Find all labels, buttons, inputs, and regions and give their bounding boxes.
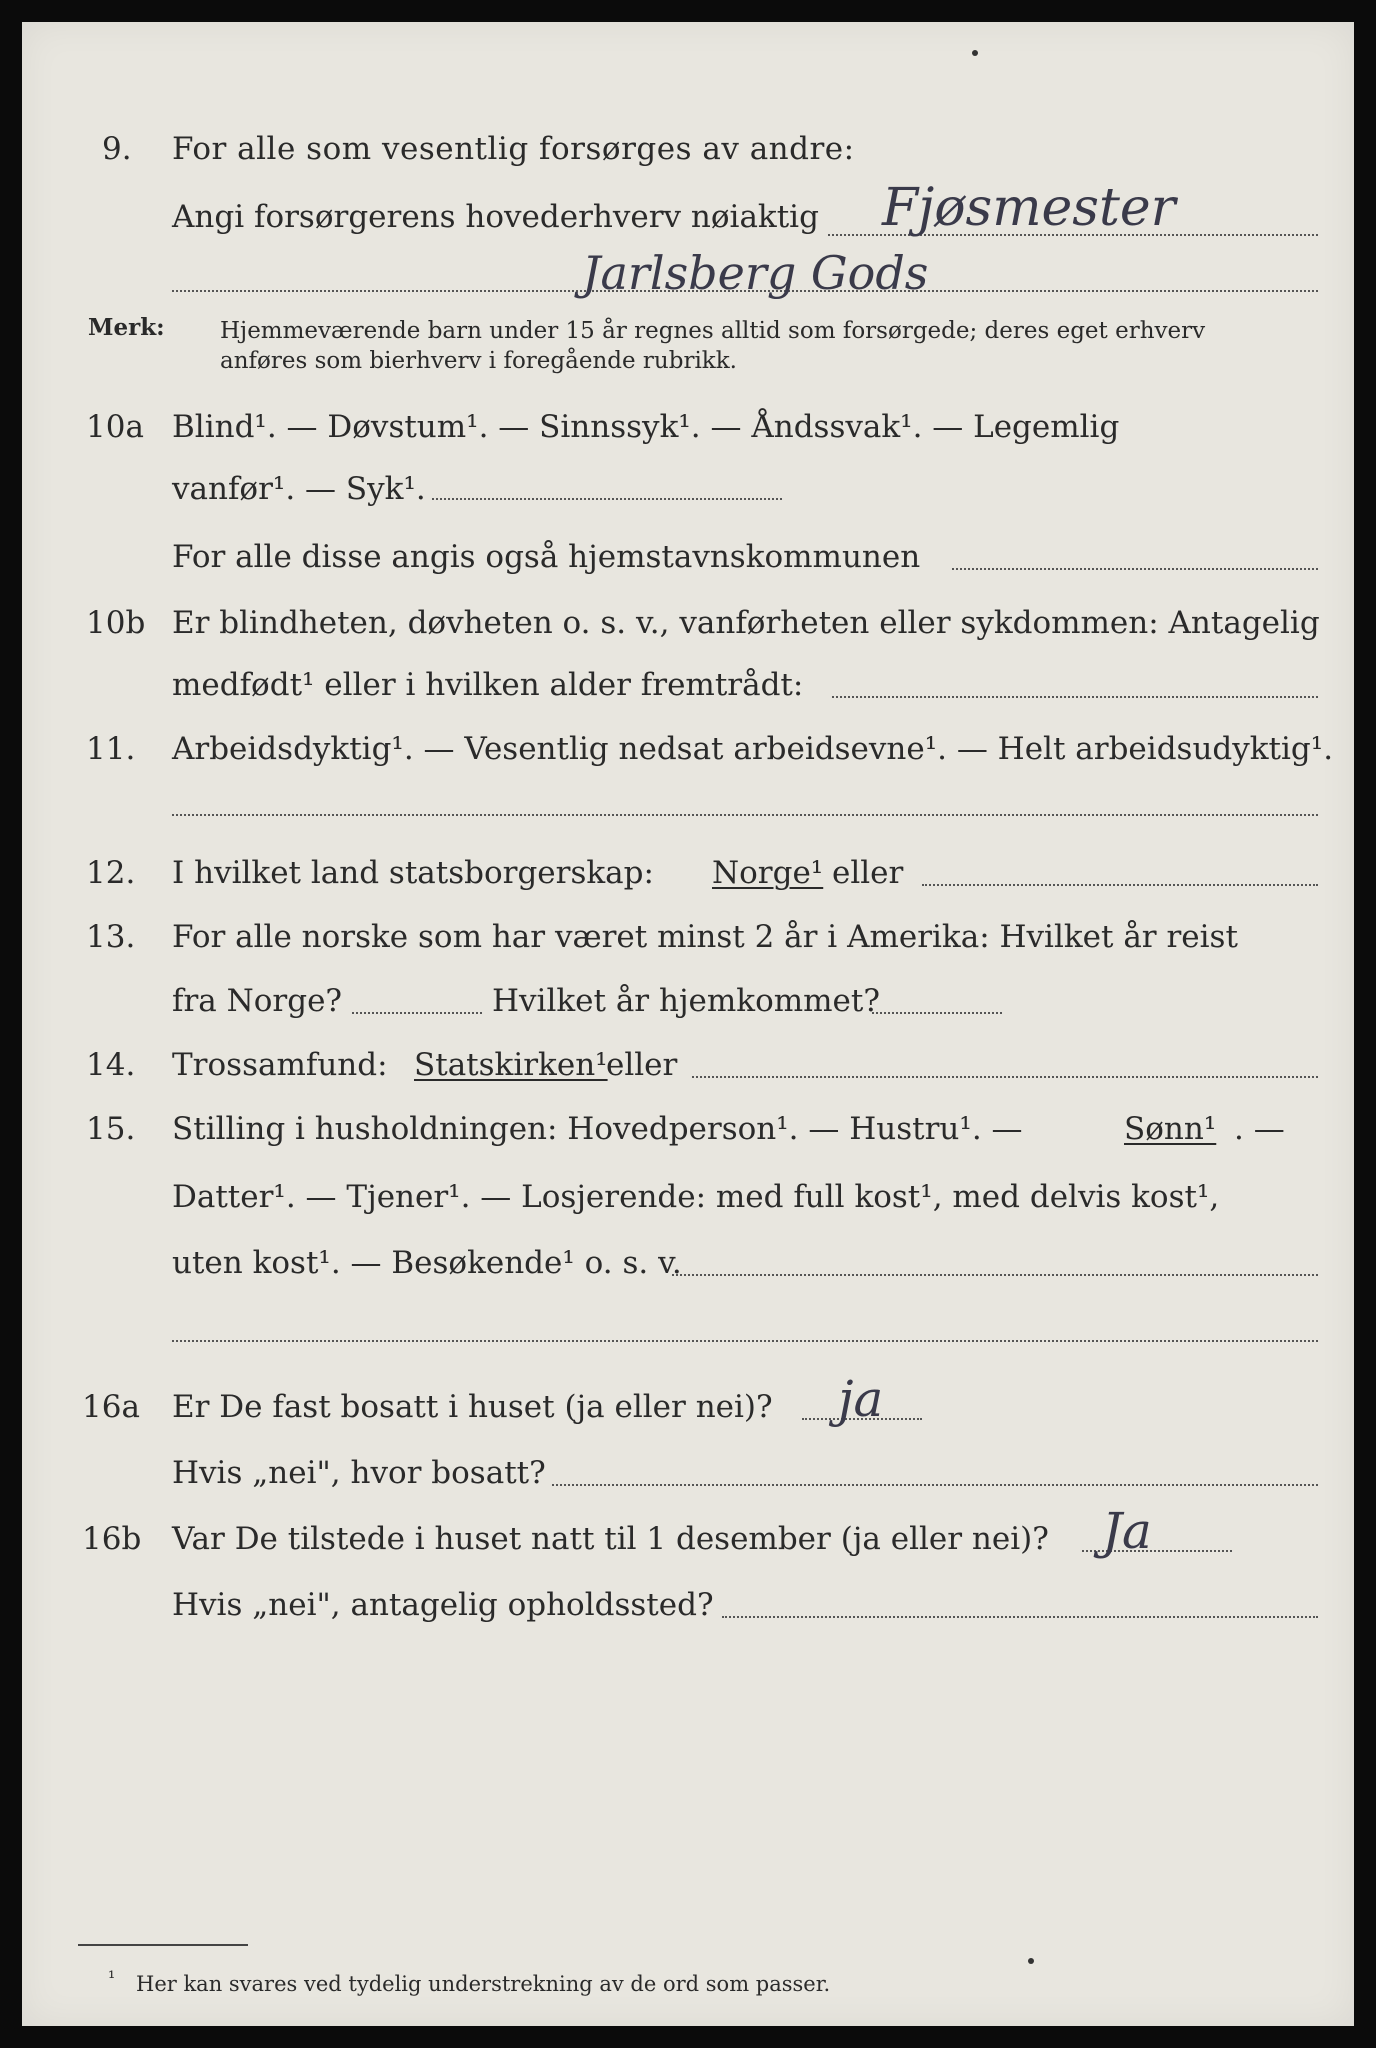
q10a-number: 10a xyxy=(86,409,144,445)
q16b-handwritten-answer: Ja xyxy=(1102,1502,1152,1560)
q13-return-line xyxy=(872,1012,1002,1014)
q9-handwritten-employer: Jarlsberg Gods xyxy=(582,246,929,300)
q10b-line2: medfødt¹ eller i hvilken alder fremtrådt: xyxy=(172,667,804,703)
q11-number: 11. xyxy=(86,731,136,767)
q15-line1a: Stilling i husholdningen: Hovedperson¹. — Hustru¹. — xyxy=(172,1111,1023,1147)
merk-line1: Hjemmeværende barn under 15 år regnes alltid som forsørgede; deres eget erhverv xyxy=(220,318,1206,344)
footnote-text: Her kan svares ved tydelig understrekning av de ord som passer. xyxy=(136,1972,831,1996)
q14-number: 14. xyxy=(86,1047,136,1083)
q10a-line2: vanfør¹. — Syk¹. xyxy=(172,471,426,507)
q14-prefix: Trossamfund: xyxy=(172,1047,388,1083)
q14-suffix: eller xyxy=(606,1047,678,1083)
q16a-handwritten-answer: ja xyxy=(838,1370,884,1428)
q11-line1: Arbeidsdyktig¹. — Vesentlig nedsat arbeidsevne¹. — Helt arbeidsudyktig¹. xyxy=(172,731,1334,767)
merk-label: Merk: xyxy=(88,314,165,341)
q16a-residence-line xyxy=(552,1484,1318,1486)
q16a-line2: Hvis „nei", hvor bosatt? xyxy=(172,1455,546,1491)
q10a-line3: For alle disse angis også hjemstavnskommunen xyxy=(172,539,921,575)
q15-line2: Datter¹. — Tjener¹. — Losjerende: med full kost¹, med delvis kost¹, xyxy=(172,1179,1220,1215)
q10b-answer-line xyxy=(832,696,1318,698)
census-form-page xyxy=(22,22,1354,2026)
paper-speck xyxy=(1028,1958,1034,1964)
q9-handwritten-occupation: Fjøsmester xyxy=(882,178,1176,238)
merk-line2: anføres som bierhverv i foregående rubrikk. xyxy=(220,348,737,374)
q12-answer-line xyxy=(922,884,1318,886)
q13-departure-line xyxy=(352,1012,482,1014)
q12-prefix: I hvilket land statsborgerskap: xyxy=(172,855,654,891)
q15-number: 15. xyxy=(86,1111,136,1147)
q12-number: 12. xyxy=(86,855,136,891)
footnote-rule xyxy=(78,1944,248,1946)
q10b-number: 10b xyxy=(86,605,146,641)
q12-underlined-norge: Norge¹ xyxy=(712,855,824,891)
q12-suffix: eller xyxy=(832,855,904,891)
q9-number: 9. xyxy=(102,131,132,167)
q15-underlined-sonn: Sønn¹ xyxy=(1124,1111,1217,1147)
q10a-line1: Blind¹. — Døvstum¹. — Sinnssyk¹. — Åndssvak¹. — Legemlig xyxy=(172,409,1120,445)
q13-number: 13. xyxy=(86,919,136,955)
q11-answer-line xyxy=(172,814,1318,816)
q15-answer-line1 xyxy=(672,1274,1318,1276)
q15-answer-line2 xyxy=(172,1340,1318,1342)
q10a-answer-line xyxy=(432,498,782,500)
q16a-number: 16a xyxy=(82,1389,140,1425)
paper-speck xyxy=(972,50,978,56)
q13-line2a: fra Norge? xyxy=(172,983,343,1019)
q13-line2b: Hvilket år hjemkommet? xyxy=(492,983,880,1019)
q16b-number: 16b xyxy=(82,1521,142,1557)
q16a-line1: Er De fast bosatt i huset (ja eller nei)? xyxy=(172,1389,773,1425)
q15-line3: uten kost¹. — Besøkende¹ o. s. v. xyxy=(172,1245,682,1281)
q15-line1b: . — xyxy=(1234,1111,1285,1147)
q14-underlined-statskirken: Statskirken¹ xyxy=(414,1047,608,1083)
q9-line2: Angi forsørgerens hovederhverv nøiaktig xyxy=(172,199,819,235)
q10a-hometown-line xyxy=(952,568,1318,570)
q16b-line1: Var De tilstede i huset natt til 1 desember (ja eller nei)? xyxy=(172,1521,1049,1557)
q13-line1: For alle norske som har været minst 2 år i Amerika: Hvilket år reist xyxy=(172,919,1238,955)
q9-line1: For alle som vesentlig forsørges av andre: xyxy=(172,131,855,167)
q10b-line1: Er blindheten, døvheten o. s. v., vanførheten eller sykdommen: Antagelig xyxy=(172,605,1320,641)
q16b-whereabouts-line xyxy=(722,1616,1318,1618)
q14-answer-line xyxy=(692,1076,1318,1078)
q16b-line2: Hvis „nei", antagelig opholdssted? xyxy=(172,1587,714,1623)
footnote-mark: ¹ xyxy=(108,1968,116,1989)
